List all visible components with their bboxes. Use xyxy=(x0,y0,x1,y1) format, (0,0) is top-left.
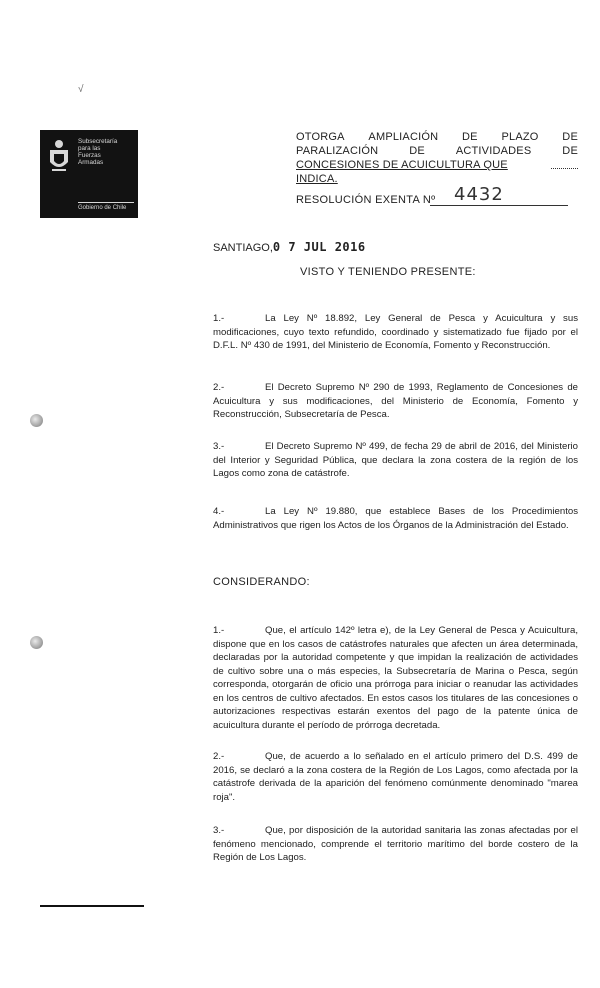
logo-line-4: Armadas xyxy=(78,159,104,166)
resolucion-number: 4432 xyxy=(430,184,568,206)
logo-gobierno: Gobierno de Chile xyxy=(78,205,127,211)
logo-line-1: Subsecretaría xyxy=(78,138,118,145)
resolucion-label: RESOLUCIÓN EXENTA Nº xyxy=(296,194,436,206)
title-word: DE xyxy=(462,131,478,143)
title-word: OTORGA xyxy=(296,131,345,143)
considerando-heading: CONSIDERANDO: xyxy=(213,576,310,588)
check-mark: √ xyxy=(78,84,84,95)
title-line-1 xyxy=(296,130,578,144)
title-word: ACTIVIDADES xyxy=(455,145,532,157)
title-dots xyxy=(551,158,578,169)
visto-item-4: 4.- La Ley Nº 19.880, que establece Bases de los Procedimientos Administrativos que rigen los Actos de los Órganos de la Administración del Estado. xyxy=(213,506,578,531)
logo-divider xyxy=(78,202,134,203)
visto-item-1: 1.- La Ley Nº 18.892, Ley General de Pesca y Acuicultura y sus modificaciones, cuyo texto refundido, coordinado y sistematizado fue fijado por el D.F.L. Nº 430 de 1991, del Ministerio de Economía, Fomento y Reconstrucción. xyxy=(213,313,578,351)
visto-heading: VISTO Y TENIENDO PRESENTE: xyxy=(300,266,476,278)
visto-item-3: 3.- El Decreto Supremo Nº 499, de fecha 29 de abril de 2016, del Ministerio del Interior y Seguridad Pública, que declara la zona costera de la región de los Lagos como zona de catástrofe. xyxy=(213,441,578,479)
considerando-item-1: 1.- Que, el artículo 142º letra e), de la Ley General de Pesca y Acuicultura, dispone que en los casos de catástrofes naturales que afecten un área determinada, declaradas por la autoridad competente y que impidan la realización de actividades de cultivo sobre una o más especies, la Subsecretaría de Marina o Pesca, según corresponda, otorgarán de oficio una prórroga para iniciar o reanudar las actividades en los centros de cultivo afectados. En estos casos los titulares de las concesiones o autorizaciones respectivas estarán exentos del pago de la patente única de acuicultura durante el período de prórroga decretada. xyxy=(213,625,578,731)
title-word: PLAZO xyxy=(501,131,539,143)
considerando-item-2: 2.- Que, de acuerdo a lo señalado en el artículo primero del D.S. 499 de 2016, se declaró a la zona costera de la Región de Los Lagos, como afectada por la catástrofe derivada de la aparición del fenómeno comúnmente denominado "marea roja". xyxy=(213,751,578,803)
city: SANTIAGO, xyxy=(213,242,273,254)
title-line-2 xyxy=(296,144,578,158)
document-title xyxy=(296,130,578,186)
institution-logo xyxy=(40,130,138,218)
date-line xyxy=(213,240,366,254)
considerando-item-3: 3.- Que, por disposición de la autoridad sanitaria las zonas afectadas por el fenómeno mencionado, comprende el territorio marítimo del borde costero de la Región de Los Lagos. xyxy=(213,825,578,863)
title-line-3-text: CONCESIONES DE ACUICULTURA QUE INDICA. xyxy=(296,159,508,185)
title-word: PARALIZACIÓN xyxy=(296,145,379,157)
date-stamp: 0 7 JUL 2016 xyxy=(272,240,366,254)
visto-item-2: 2.- El Decreto Supremo Nº 290 de 1993, Reglamento de Concesiones de Acuicultura y sus modificaciones, del Ministerio de Economía, Fomento y Reconstrucción, Subsecretaría de Pesca. xyxy=(213,382,578,420)
binder-hole-top xyxy=(30,414,43,427)
binder-hole-bottom xyxy=(30,636,43,649)
title-word: DE xyxy=(409,145,425,157)
footer-rule xyxy=(40,905,144,907)
title-word: DE xyxy=(562,145,578,157)
logo-line-2: para las xyxy=(78,145,101,152)
title-word: DE xyxy=(562,131,578,143)
title-line-3 xyxy=(296,158,578,186)
title-word: AMPLIACIÓN xyxy=(368,131,439,143)
logo-line-3: Fuerzas xyxy=(78,152,101,159)
coat-of-arms-icon xyxy=(46,136,72,176)
